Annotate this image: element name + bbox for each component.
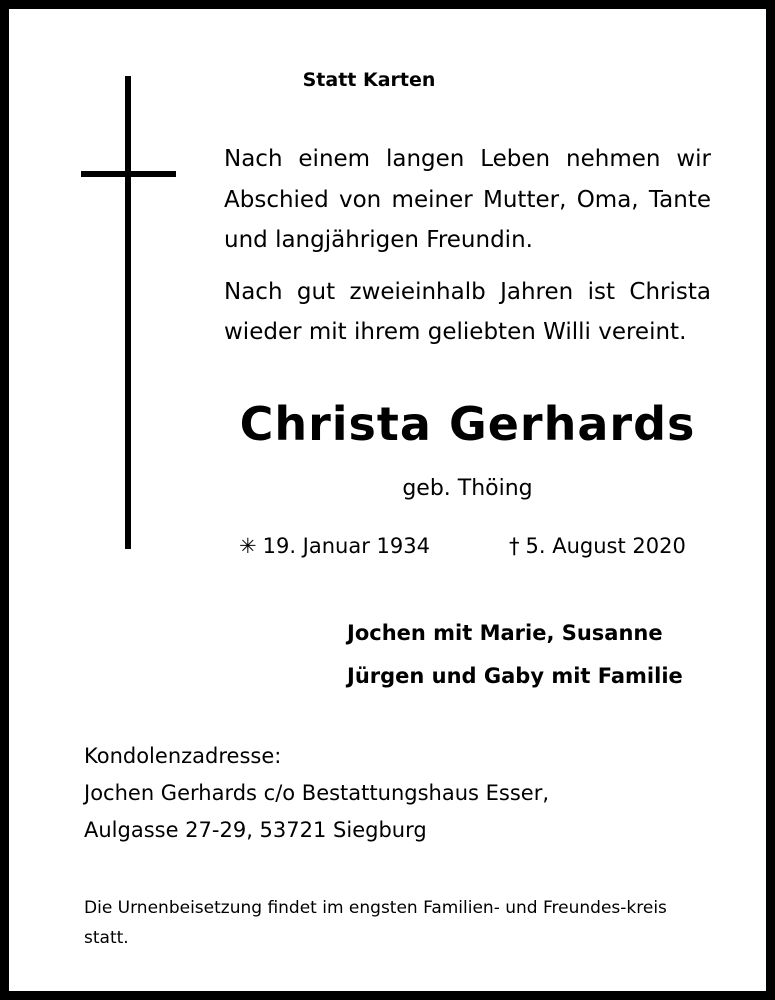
intro-paragraph-1: Nach einem langen Leben nehmen wir Abschied von meiner Mutter, Oma, Tante und langjährigen Freundin. bbox=[224, 146, 711, 253]
maiden-name: geb. Thöing bbox=[402, 476, 533, 501]
mourners-line-2: Jürgen und Gaby mit Familie bbox=[347, 664, 683, 688]
condolence-address bbox=[84, 738, 549, 849]
mourners-list bbox=[347, 612, 683, 698]
condolence-line-2: Aulgasse 27-29, 53721 Siegburg bbox=[84, 818, 427, 842]
intro-paragraph-2: Nach gut zweieinhalb Jahren ist Christa wieder mit ihrem geliebten Willi vereint. bbox=[224, 278, 711, 345]
mourners-line-1: Jochen mit Marie, Susanne bbox=[347, 621, 663, 645]
death-date-line bbox=[509, 530, 686, 562]
cross-icon bbox=[125, 76, 131, 549]
death-date: 5. August 2020 bbox=[525, 534, 686, 558]
cross-icon-bar bbox=[81, 171, 176, 177]
intro-text bbox=[224, 139, 711, 353]
burial-note: Die Urnenbeisetzung findet im engsten Familien- und Freundes-kreis statt. bbox=[84, 898, 667, 948]
condolence-label: Kondolenzadresse: bbox=[84, 744, 282, 768]
birth-star-icon: ✳ bbox=[239, 534, 257, 558]
deceased-name: Christa Gerhards bbox=[239, 397, 696, 451]
condolence-line-1: Jochen Gerhards c/o Bestattungshaus Esser, bbox=[84, 781, 550, 805]
death-dagger-icon: † bbox=[509, 534, 520, 558]
birth-date: 19. Januar 1934 bbox=[262, 534, 430, 558]
birth-date-line bbox=[239, 530, 430, 562]
header-title: Statt Karten bbox=[302, 69, 436, 91]
